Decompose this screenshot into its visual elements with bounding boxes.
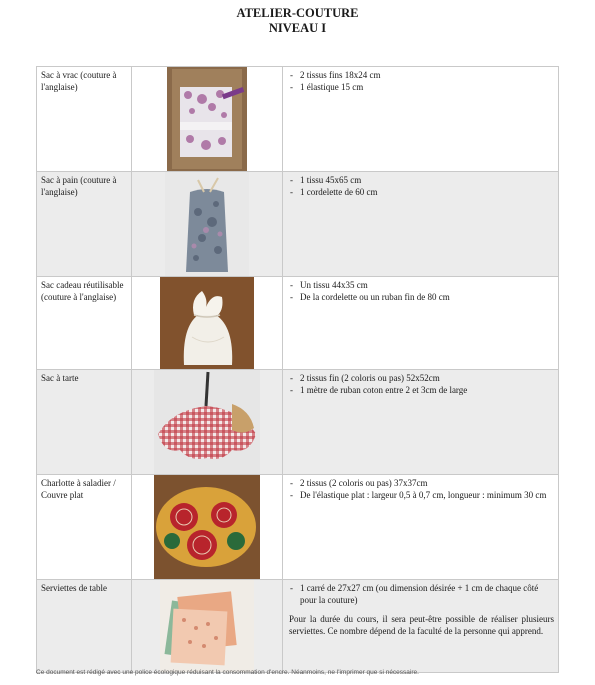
item-photo-cell bbox=[132, 475, 283, 580]
table-row bbox=[37, 172, 559, 277]
item-name: Sac à pain (couture à l'anglaise) bbox=[37, 172, 132, 277]
item-name: Charlotte à saladier / Couvre plat bbox=[37, 475, 132, 580]
item-photo-cell bbox=[132, 580, 283, 673]
title-line-2: NIVEAU I bbox=[268, 21, 327, 35]
item-requirements bbox=[283, 580, 559, 673]
item-requirements bbox=[283, 370, 559, 475]
item-name: Sac à vrac (couture à l'anglaise) bbox=[37, 67, 132, 172]
item-name: Serviettes de table bbox=[37, 580, 132, 673]
table-row bbox=[37, 277, 559, 370]
table-row bbox=[37, 370, 559, 475]
bowl-cover-wax-print-photo bbox=[132, 475, 282, 579]
requirement: - 1 mètre de ruban coton entre 2 et 3cm de large bbox=[289, 385, 554, 397]
requirement: - De la cordelette ou un ruban fin de 80 cm bbox=[289, 292, 554, 304]
requirement: - 1 carré de 27x27 cm (ou dimension désirée + 1 cm de chaque côté pour la couture) bbox=[289, 583, 554, 606]
title-line-1: ATELIER-COUTURE bbox=[236, 6, 359, 20]
folded-napkins-photo bbox=[132, 580, 282, 672]
requirement: - 1 élastique 15 cm bbox=[289, 82, 554, 94]
requirement: - De l'élastique plat : largeur 0,5 à 0,7 cm, longueur : minimum 30 cm bbox=[289, 490, 554, 502]
table-row bbox=[37, 67, 559, 172]
drawstring-bread-bag-photo bbox=[132, 172, 282, 276]
item-requirements bbox=[283, 172, 559, 277]
table-row bbox=[37, 475, 559, 580]
item-requirements bbox=[283, 67, 559, 172]
requirement: - 2 tissus fin (2 coloris ou pas) 52x52cm bbox=[289, 373, 554, 385]
item-photo-cell bbox=[132, 67, 283, 172]
item-name: Sac cadeau réutilisable (couture à l'anglaise) bbox=[37, 277, 132, 370]
gingham-tart-bag-photo bbox=[132, 370, 282, 474]
table-row bbox=[37, 580, 559, 673]
requirement: - 1 cordelette de 60 cm bbox=[289, 187, 554, 199]
footer-note: Ce document est rédigé avec une police écologique réduisant la consommation d'encre. Néanmoins, ne l'imprimer que si nécessaire. bbox=[36, 669, 419, 676]
requirement: - 2 tissus (2 coloris ou pas) 37x37cm bbox=[289, 478, 554, 490]
fabric-bag-floral-photo bbox=[132, 67, 282, 171]
item-photo-cell bbox=[132, 370, 283, 475]
item-requirements bbox=[283, 277, 559, 370]
requirement: - 1 tissu 45x65 cm bbox=[289, 175, 554, 187]
item-name: Sac à tarte bbox=[37, 370, 132, 475]
requirement: - Un tissu 44x35 cm bbox=[289, 280, 554, 292]
item-note: Pour la durée du cours, il sera peut-être possible de réaliser plusieurs serviettes. Ce nombre dépend de la faculté de la personne qui apprend. bbox=[289, 614, 554, 636]
white-gift-bag-photo bbox=[132, 277, 282, 369]
document-title bbox=[0, 6, 595, 36]
items-table bbox=[36, 66, 559, 673]
requirement: - 2 tissus fins 18x24 cm bbox=[289, 70, 554, 82]
item-photo-cell bbox=[132, 172, 283, 277]
item-photo-cell bbox=[132, 277, 283, 370]
item-requirements bbox=[283, 475, 559, 580]
